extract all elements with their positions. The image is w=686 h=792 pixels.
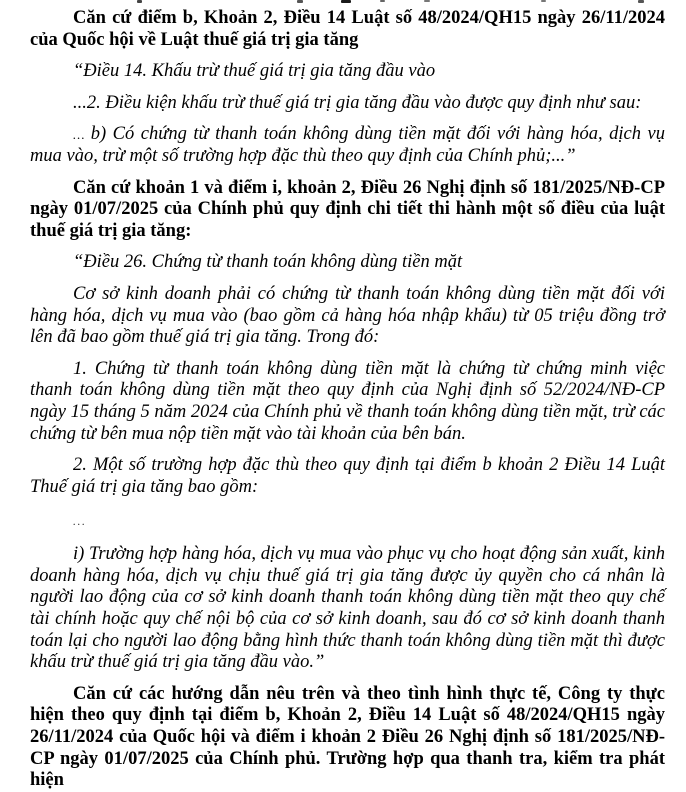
text-fragment xyxy=(297,0,303,3)
text-fragment xyxy=(137,0,142,3)
paragraph-article-26-point-i: i) Trường hợp hàng hóa, dịch vụ mua vào phục vụ cho hoạt động sản xuất, kinh doanh hàng hóa, dịch vụ chịu thuế giá trị gia tăng được ủy quyền cho cá nhân là người lao động của cơ sở kinh doanh thanh toán không dùng tiền mặt theo quy chế tài chính hoặc quy chế nội bộ của cơ sở kinh doanh, sau đó cơ sở kinh doanh thanh toán lại cho người lao động bằng hình thức thanh toán không dùng tiền mặt thì được khấu trừ thuế giá trị gia tăng đầu vào.” xyxy=(30,544,665,673)
paragraph-clause-2-conditions: ...2. Điều kiện khấu trừ thuế giá trị gia tăng đầu vào được quy định như sau: xyxy=(73,92,642,113)
text-fragment xyxy=(424,0,430,2)
paragraph-point-b-text: b) Có chứng từ thanh toán không dùng tiền mặt đối với hàng hóa, dịch vụ mua vào, trừ một số trường hợp đặc thù theo quy định của Chính phủ;...” xyxy=(30,124,665,166)
paragraph-article-26-title: “Điều 26. Chứng từ thanh toán không dùng tiền mặt xyxy=(73,252,463,273)
paragraph-article-26-intro: Cơ sở kinh doanh phải có chứng từ thanh toán không dùng tiền mặt đối với hàng hóa, dịch vụ mua vào (bao gồm cả hàng hóa nhập khẩu) từ 05 triệu đồng trở lên đã bao gồm thuế giá trị gia tăng. Trong đó: xyxy=(30,283,665,348)
paragraph-article-26-item-2: 2. Một số trường hợp đặc thù theo quy định tại điểm b khoản 2 Điều 14 Luật Thuế giá trị gia tăng bao gồm: xyxy=(30,455,665,497)
paragraph-article-14-title: “Điều 14. Khấu trừ thuế giá trị gia tăng đầu vào xyxy=(73,61,436,82)
paragraph-basis-law-48-2024: Căn cứ điểm b, Khoản 2, Điều 14 Luật số 48/2024/QH15 ngày 26/11/2024 của Quốc hội về Luật thuế giá trị gia tăng xyxy=(30,8,665,50)
text-fragment xyxy=(541,0,546,2)
paragraph-basis-decree-181-2025: Căn cứ khoản 1 và điểm i, khoản 2, Điều 26 Nghị định số 181/2025/NĐ-CP ngày 01/07/2025 của Chính phủ quy định chi tiết thi hành một số điều của luật thuế giá trị gia tăng: xyxy=(30,177,665,241)
clipped-previous-line xyxy=(0,0,686,5)
text-fragment xyxy=(380,0,385,2)
paragraph-conclusion: Căn cứ các hướng dẫn nêu trên và theo tình hình thực tế, Công ty thực hiện theo quy định tại điểm b, Khoản 2, Điều 14 Luật số 48/2024/QH15 ngày 26/11/2024 của Quốc hội và điểm i khoản 2 Điều 26 Nghị định số 181/2025/NĐ-CP ngày 01/07/2025 của Chính phủ. Trường hợp qua thanh tra, kiểm tra phát hiện xyxy=(30,683,665,791)
text-fragment xyxy=(341,0,351,3)
paragraph-ellipsis: ... xyxy=(73,514,87,529)
paragraph-article-26-item-1: 1. Chứng từ thanh toán không dùng tiền mặt là chứng từ chứng minh việc thanh toán không dùng tiền mặt theo quy định của Nghị định số 52/2024/NĐ-CP ngày 15 tháng 5 năm 2024 của Chính phủ về thanh toán không dùng tiền mặt, trừ các chứng từ bên mua nộp tiền mặt vào tài khoản của bên bán. xyxy=(30,358,665,444)
paragraph-point-b-quote xyxy=(30,124,665,167)
text-fragment xyxy=(638,0,644,3)
ellipsis-prefix: ... xyxy=(73,127,86,143)
